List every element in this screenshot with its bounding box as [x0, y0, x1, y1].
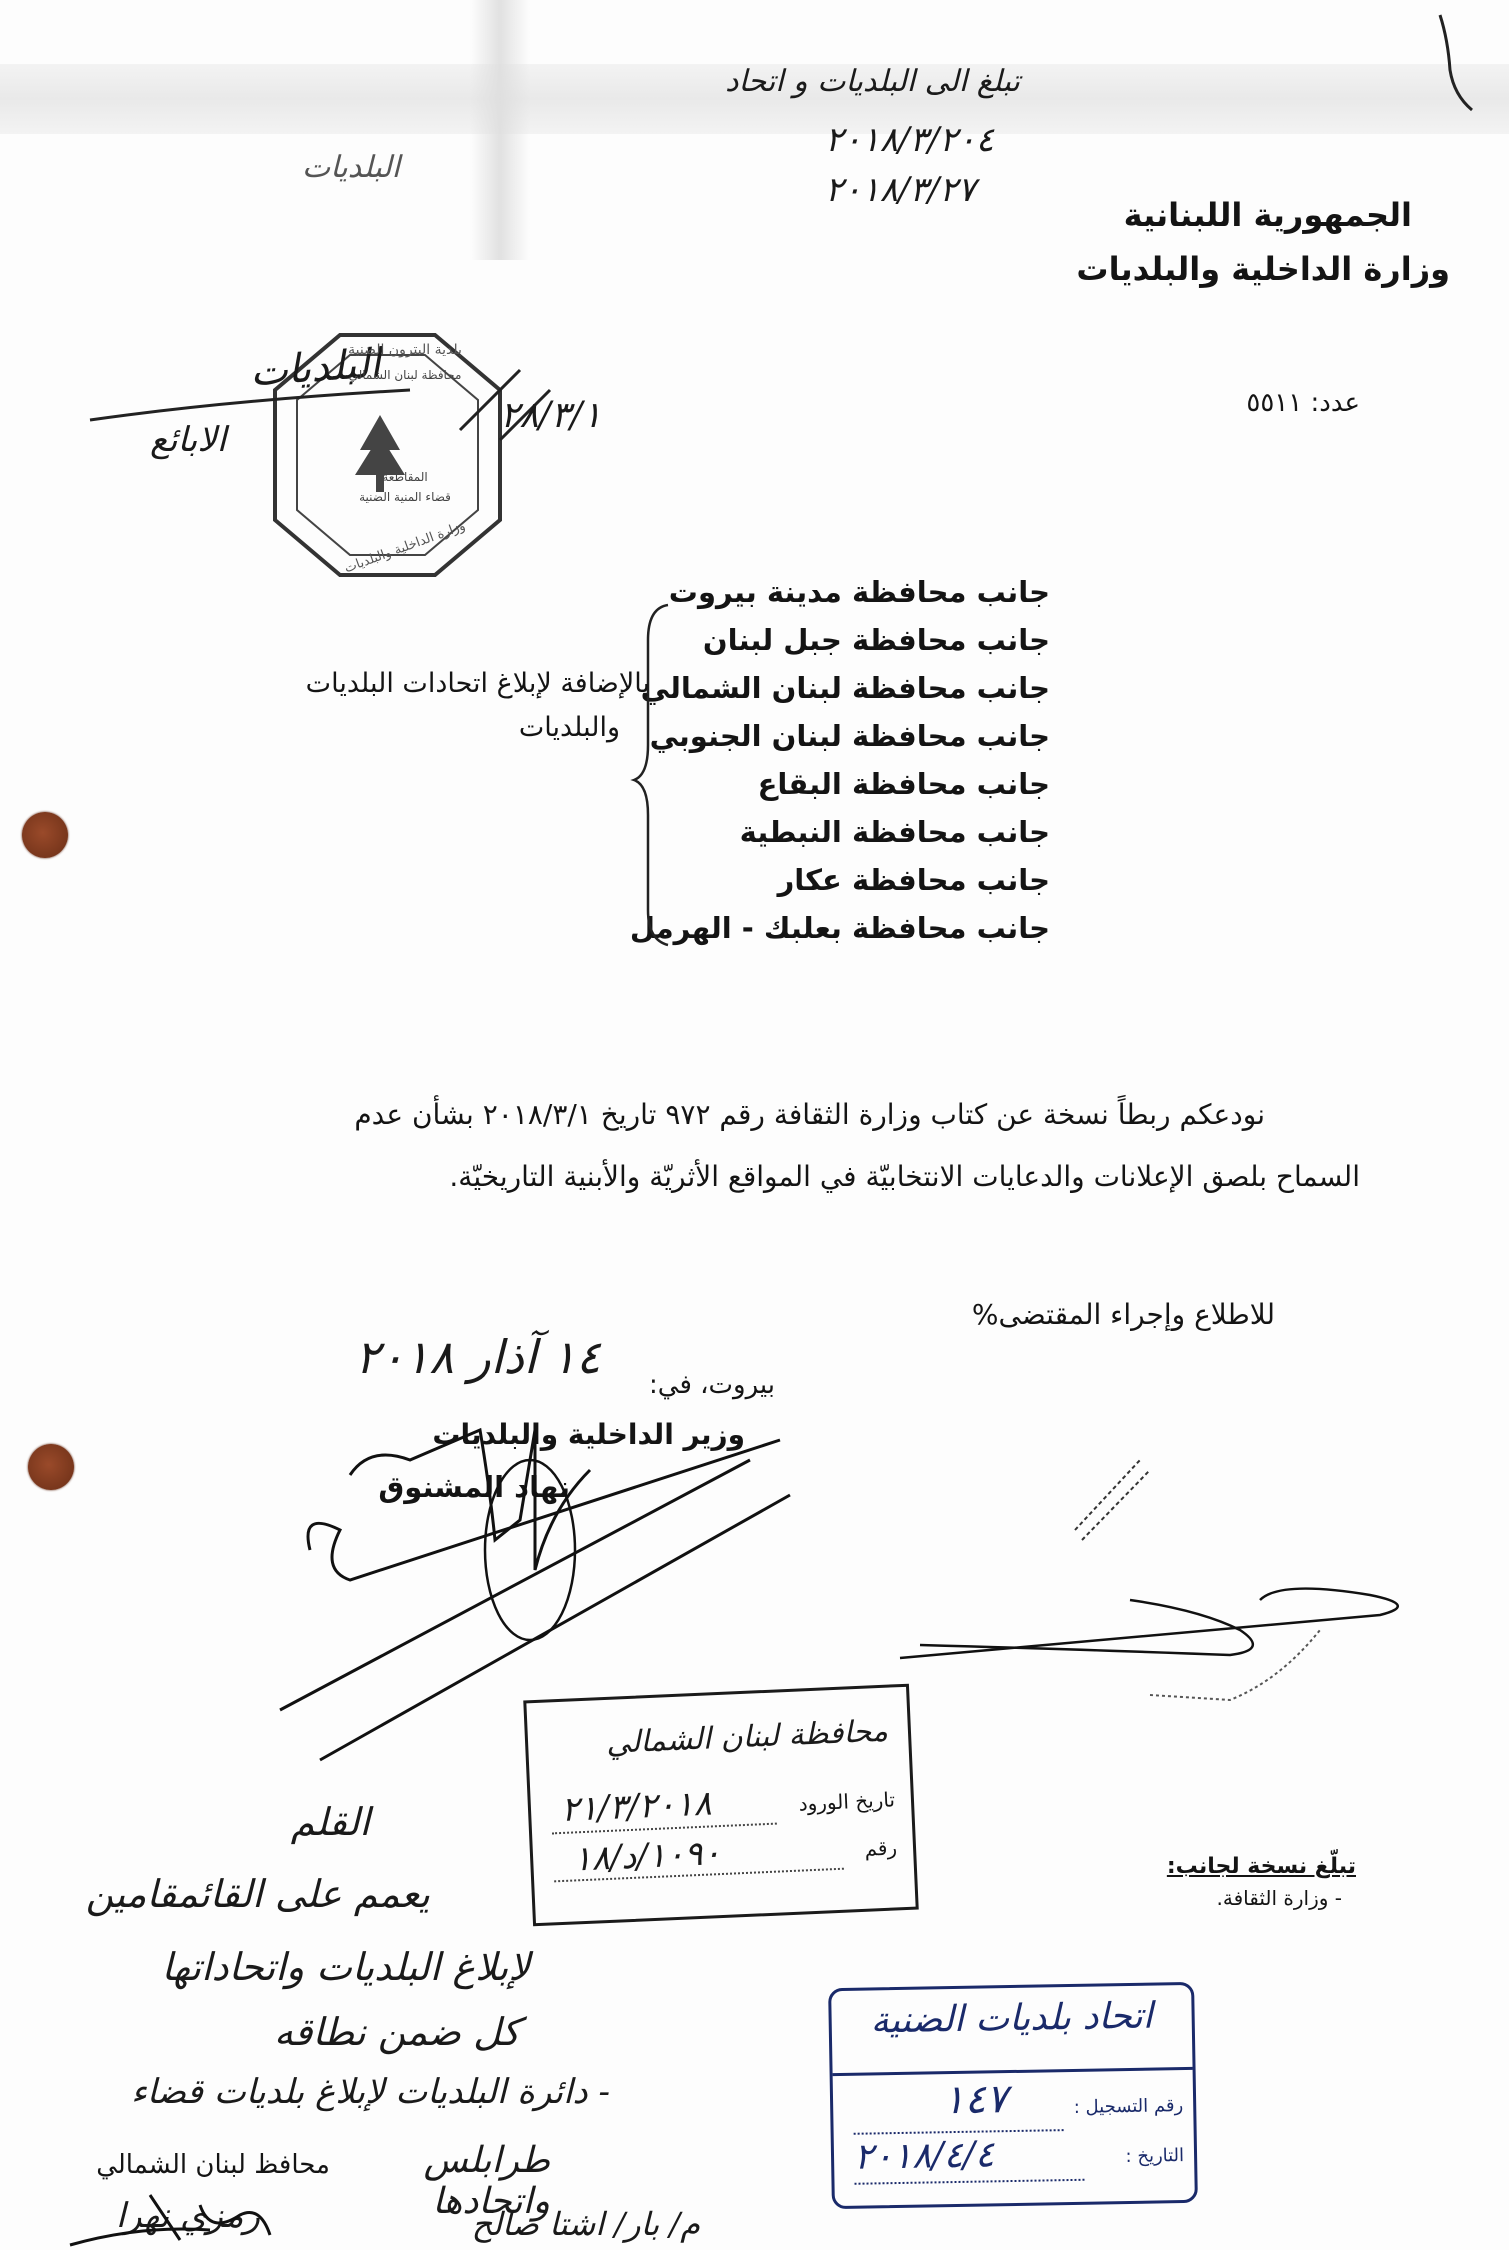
- signature-title: وزير الداخلية والبلديات: [432, 1418, 745, 1451]
- closing-line: للاطلاع وإجراء المقتضى%: [971, 1298, 1275, 1331]
- recipient-item: جانب محافظة مدينة بيروت: [668, 575, 1050, 609]
- punch-hole: [28, 1444, 74, 1490]
- faint-annotation-2: البلديات: [302, 150, 400, 185]
- recipient-item: جانب محافظة بعلبك - الهرمل: [629, 911, 1050, 945]
- dinniyeh-reg-value: ١٤٧: [942, 2076, 1008, 2124]
- north-stamp-date-label: تاريخ الورود: [798, 1787, 896, 1816]
- punch-hole: [22, 812, 68, 858]
- handwritten-signature-date: ١٤ آذار ٢٠١٨: [355, 1330, 601, 1384]
- governor-signature: [60, 2185, 300, 2250]
- north-stamp-title: محافظة لبنان الشمالي: [605, 1713, 889, 1761]
- north-stamp-number-value: ١٠٩٠/د/١٨: [572, 1833, 722, 1880]
- handwritten-note-line1: القلم: [290, 1800, 370, 1844]
- ministry-title: وزارة الداخلية والبلديات: [1076, 250, 1450, 288]
- dinniyeh-date-line: [854, 2179, 1084, 2185]
- handwritten-note-line2: يعمم على القائمقامين: [85, 1872, 430, 1916]
- cc-heading: تبلّغ نسخة لجانب:: [1166, 1854, 1356, 1879]
- corner-mark: [1420, 10, 1480, 120]
- stamp-top-text: بلدية البترون الضنية: [348, 342, 462, 358]
- stamp-mid-text: محافظة لبنان الشمالي: [348, 368, 462, 382]
- stamp-handwritten-2: الابائع: [150, 420, 227, 460]
- number-value: ٥٥١١: [1246, 388, 1303, 418]
- recipients-list: [629, 568, 1050, 952]
- dinniyeh-union-stamp: [828, 1982, 1198, 2209]
- handwritten-date-2: ٢٠١٨/٣/٢٧: [825, 170, 976, 210]
- document-number: [1180, 388, 1360, 418]
- handwritten-note-line3: لإبلاغ البلديات واتحاداتها: [161, 1945, 530, 1989]
- recipient-item: جانب محافظة عكار: [777, 863, 1050, 897]
- brace-note-line2: والبلديات: [518, 712, 620, 743]
- recipient-item: جانب محافظة لبنان الجنوبي: [649, 719, 1050, 753]
- dinniyeh-date-value: ٢٠١٨/٤/٤: [853, 2134, 995, 2178]
- recipient-item: جانب محافظة النبطية: [739, 815, 1050, 849]
- republic-title: الجمهورية اللبنانية: [1123, 196, 1412, 234]
- dinniyeh-stamp-title: اتحاد بلديات الضنية: [870, 1995, 1154, 2042]
- curly-brace: [630, 600, 680, 950]
- stamp-ring-text: وزارة الداخلية والبلديات: [342, 518, 468, 577]
- dinniyeh-stamp-divider: [833, 2067, 1193, 2076]
- north-stamp-number-label: رقم: [863, 1835, 898, 1861]
- handwritten-note-line5: - دائرة البلديات لإبلاغ بلديات قضاء: [130, 2072, 610, 2112]
- north-stamp-date-value: ٢١/٣/٢٠١٨: [560, 1783, 713, 1830]
- brace-note-line1: بالإضافة لإبلاغ اتحادات البلديات: [305, 668, 650, 699]
- governor-label: محافظ لبنان الشمالي: [96, 2150, 330, 2180]
- body-line-2: السماح بلصق الإعلانات والدعايات الانتخابيّة في المواقع الأثريّة والأبنية التاريخيّة.: [449, 1160, 1360, 1193]
- stamp-lower-text: المقاطعة: [382, 470, 428, 484]
- handwritten-note-line4: كل ضمن نطاقه: [273, 2010, 520, 2054]
- stamp-date: ٢٨/٣/١: [500, 395, 602, 436]
- paper-vertical-fold: [470, 0, 530, 260]
- governor-signature-name: رمزي نهرا: [115, 2196, 260, 2236]
- handwritten-bottom-scribble: م/ بار/ اشتا صالح: [471, 2205, 700, 2243]
- signature-place: بيروت، في:: [649, 1370, 775, 1400]
- dinniyeh-date-label: التاريخ :: [1125, 2145, 1185, 2168]
- number-label: عدد:: [1310, 388, 1360, 418]
- dinniyeh-reg-label: رقم التسجيل :: [1073, 2095, 1184, 2118]
- recipient-item: جانب محافظة جبل لبنان: [702, 623, 1050, 657]
- north-governorate-stamp: [523, 1684, 918, 1927]
- signature-name: نهاد المشنوق: [378, 1470, 570, 1504]
- governor-scribble: [900, 1410, 1410, 1710]
- stamp-lower-text-2: قضاء المنية الضنية: [359, 490, 451, 504]
- handwritten-note-line6: طرابلس واتحادها: [423, 2140, 550, 2222]
- recipient-item: جانب محافظة البقاع: [757, 767, 1050, 801]
- faint-annotation: تبلغ الى البلديات و اتحاد: [725, 64, 1020, 99]
- body-line-1: نودعكم ربطاً نسخة عن كتاب وزارة الثقافة رقم ٩٧٢ تاريخ ٢٠١٨/٣/١ بشأن عدم: [354, 1098, 1265, 1131]
- cc-item: - وزارة الثقافة.: [1216, 1886, 1342, 1910]
- stamp-handwritten: البلديات: [248, 340, 383, 396]
- dinniyeh-reg-line: [854, 2129, 1064, 2135]
- recipient-item: جانب محافظة لبنان الشمالي: [640, 671, 1050, 705]
- handwritten-date-1: ٢٠١٨/٣/٢٠٤: [825, 120, 995, 160]
